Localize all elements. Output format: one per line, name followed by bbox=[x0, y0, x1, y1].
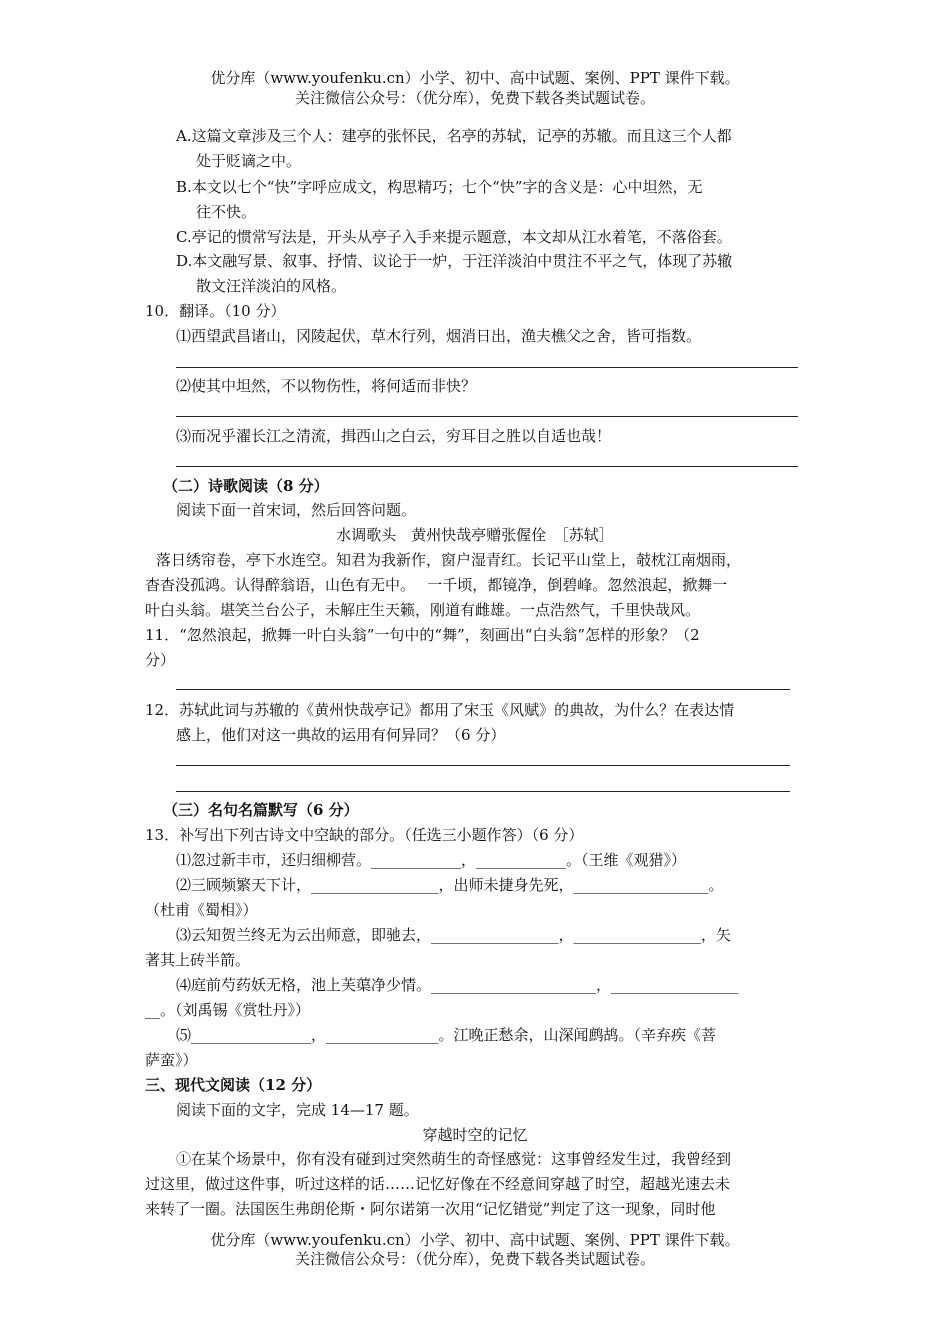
dictation-item-5-line-2: 萨蛮》） bbox=[145, 1051, 198, 1069]
q10-sentence-2: ⑵使其中坦然，不以物伤性，将何适而非快？ bbox=[176, 377, 477, 395]
poem-line-1: 落日绣帘卷，亭下水连空。知君为我新作，窗户湿青红。长记平山堂上，攲枕江南烟雨， bbox=[156, 551, 742, 569]
option-a-line-2: 处于贬谪之中。 bbox=[196, 152, 302, 170]
dictation-heading: （三）名句名篇默写（6 分） bbox=[163, 801, 359, 819]
q10-title: 10．翻译。（10 分） bbox=[145, 302, 286, 320]
answer-line bbox=[176, 466, 798, 467]
header-line-1: 优分库（www.youfenku.cn）小学、初中、高中试题、案例、PPT 课件下载。 bbox=[210, 69, 740, 87]
answer-line bbox=[176, 416, 798, 417]
footer-line-1: 优分库（www.youfenku.cn）小学、初中、高中试题、案例、PPT 课件下载。 bbox=[210, 1231, 740, 1249]
dictation-item-2-line-2: （杜甫《蜀相》） bbox=[145, 901, 258, 919]
dictation-item-3-line-2: 著其上砖半箭。 bbox=[145, 951, 251, 969]
q11-line-2: 分） bbox=[145, 651, 176, 669]
header-line-2: 关注微信公众号：（优分库），免费下载各类试题试卷。 bbox=[294, 89, 655, 107]
poem-line-2: 杳杳没孤鸿。认得醉翁语，山色有无中。 一千顷，都镜净，倒碧峰。忽然浪起，掀舞一 bbox=[145, 576, 728, 594]
q11-line-1: 11．“忽然浪起，掀舞一叶白头翁”一句中的“舞”，刻画出“白头翁”怎样的形象？（2 bbox=[145, 626, 700, 644]
modern-reading-heading: 三、现代文阅读（12 分） bbox=[145, 1076, 322, 1094]
poetry-intro: 阅读下面一首宋词，然后回答问题。 bbox=[176, 501, 417, 519]
answer-line bbox=[176, 367, 798, 368]
dictation-item-4-line-2: __。（刘禹锡《赏牡丹》） bbox=[145, 1001, 311, 1019]
footer-line-2: 关注微信公众号：（优分库），免费下载各类试题试卷。 bbox=[294, 1250, 655, 1268]
option-b-line-1: B.本文以七个“快”字呼应成文，构思精巧；七个“快”字的含义是：心中坦然，无 bbox=[176, 178, 703, 196]
option-a-line-1: A.这篇文章涉及三个人：建亭的张怀民，名亭的苏轼，记亭的苏辙。而且这三个人都 bbox=[176, 127, 732, 145]
option-d-line-2: 散文汪洋淡泊的风格。 bbox=[196, 277, 347, 295]
option-b-line-2: 往不快。 bbox=[196, 203, 257, 221]
option-c-line-1: C.亭记的惯常写法是，开头从亭子入手来提示题意，本文却从江水着笔，不落俗套。 bbox=[176, 228, 732, 246]
answer-line bbox=[176, 791, 790, 792]
q12-line-2: 感上，他们对这一典故的运用有何异同？（6 分） bbox=[176, 726, 506, 744]
option-d-line-1: D.本文融写景、叙事、抒情、议论于一炉，于汪洋淡泊中贯注不平之气，体现了苏辙 bbox=[176, 252, 733, 270]
dictation-item-4-line-1: ⑷庭前芍药妖无格，池上芙蕖净少情。______________________，_________________ bbox=[176, 976, 739, 994]
q10-sentence-1: ⑴西望武昌诸山，冈陵起伏，草木行列，烟消日出，渔夫樵父之舍，皆可指数。 bbox=[176, 327, 702, 345]
dictation-item-5-line-1: ⑸________________，_______________。江晚正愁余，山深闻鹧鸪。（辛弃疾《菩 bbox=[176, 1026, 717, 1044]
dictation-item-3-line-1: ⑶云知贺兰终无为云出师意，即驰去，_________________，_________________，矢 bbox=[176, 926, 732, 944]
poem-title: 水调歌头 黄州快哉亭赠张偓佺 ［苏轼］ bbox=[336, 526, 614, 544]
article-para-line-2: 过这里，做过这件事，听过这样的话……记忆好像在不经意间穿越了时空，超越光速去未 bbox=[145, 1175, 731, 1193]
article-para-line-1: ①在某个场景中，你有没有碰到过突然萌生的奇怪感觉：这事曾经发生过，我曾经到 bbox=[176, 1150, 732, 1168]
q10-sentence-3: ⑶而况乎濯长江之清流，揖西山之白云，穷耳目之胜以自适也哉！ bbox=[176, 427, 612, 445]
answer-line bbox=[176, 765, 790, 766]
poetry-heading: （二）诗歌阅读（8 分） bbox=[163, 477, 329, 495]
dictation-item-1: ⑴忽过新丰市，还归细柳营。____________，____________。（王维《观猎》） bbox=[176, 851, 687, 869]
article-para-line-3: 来转了一圈。法国医生弗朗伦斯・阿尔诺第一次用“记忆错觉”判定了这一现象，同时他 bbox=[145, 1200, 716, 1218]
q13-title: 13．补写出下列古诗文中空缺的部分。（任选三小题作答）（6 分） bbox=[145, 826, 584, 844]
modern-reading-intro: 阅读下面的文字，完成 14—17 题。 bbox=[176, 1101, 419, 1119]
q12-line-1: 12．苏轼此词与苏辙的《黄州快哉亭记》都用了宋玉《风赋》的典故，为什么？在表达情 bbox=[145, 701, 735, 719]
answer-line bbox=[176, 689, 790, 690]
dictation-item-2-line-1: ⑵三顾频繁天下计，_________________，出师未捷身先死，__________________。 bbox=[176, 876, 724, 894]
poem-line-3: 叶白头翁。堪笑兰台公子，未解庄生天籁，刚道有雌雄。一点浩然气，千里快哉风。 bbox=[145, 601, 701, 619]
article-title: 穿越时空的记忆 bbox=[422, 1126, 528, 1144]
